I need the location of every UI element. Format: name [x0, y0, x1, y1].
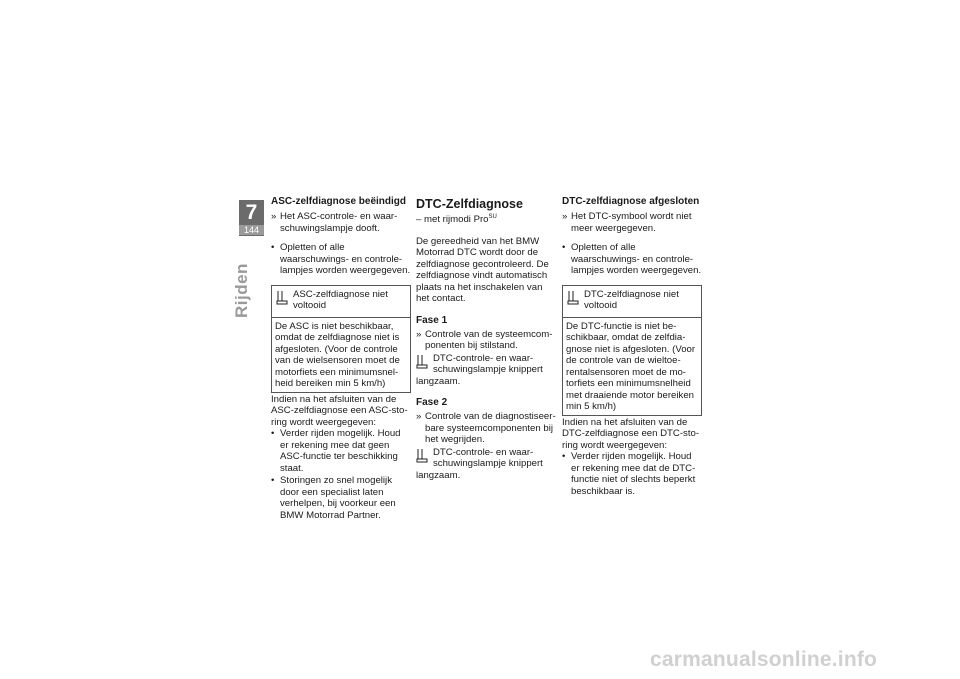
- dtc-done-step: » Het DTC-symbool wordt niet meer weergegeven.: [562, 211, 702, 234]
- column-asc: [271, 196, 411, 522]
- dtc-subtitle: – met rijmodi Pro$^{SU}$: [416, 214, 497, 226]
- chapter-label: Rijden: [232, 263, 251, 318]
- asc-heading: ASC-zelfdiagnose beëindigd: [271, 196, 407, 207]
- dtc-box-body: De DTC-functie is niet be-schikbaar, omdat de zelfdia-gnose niet is afgesloten. (Voor de controle van de wieltoe-rentalsensoren moet de mo-torfiets een minimumsnelheid met draaiende motor bereiken min 5 km/h): [566, 320, 696, 412]
- info-note-icon: [416, 353, 431, 376]
- phase2-note: DTC-controle- en waar-schuwingslampje knippert: [416, 447, 556, 470]
- phase2-heading: Fase 2: [416, 397, 448, 409]
- asc-warning-box: [271, 285, 411, 393]
- phase2-step: » Controle van de diagnostiseer-bare systeemcomponenten bij het wegrijden.: [416, 411, 556, 446]
- dtc-after-text: Indien na het afsluiten van de DTC-zelfdiagnose een DTC-sto-ring wordt weergegeven:: [562, 416, 700, 451]
- dtc-box-head: DTC-zelfdiagnose niet voltooid: [584, 288, 679, 311]
- asc-bullet-2: • Verder rijden mogelijk. Houd er rekening mee dat geen ASC-functie ter beschikking staat.: [271, 428, 411, 474]
- info-note-icon: [567, 289, 582, 312]
- phase1-tail: langzaam.: [416, 375, 461, 387]
- column-dtc: [416, 197, 556, 481]
- info-note-icon: [416, 447, 431, 470]
- asc-bullet: • Opletten of alle waarschuwings- en controle-lampjes worden weergegeven.: [271, 242, 411, 277]
- phase1-heading: Fase 1: [416, 314, 448, 326]
- asc-bullet-3: • Storingen zo snel mogelijk door een specialist laten verhelpen, bij voorkeur een BMW Motorrad Partner.: [271, 475, 411, 521]
- dtc-bullet-2: • Verder rijden mogelijk. Houd er rekening mee dat de DTC-functie niet of slechts beperkt beschikbaar is.: [562, 451, 702, 497]
- dtc-done-heading: DTC-zelfdiagnose afgesloten: [562, 196, 700, 207]
- chapter-marker: [239, 200, 264, 236]
- dtc-done-bullet: • Opletten of alle waarschuwings- en controle-lampjes worden weergegeven.: [562, 242, 702, 277]
- asc-box-body: De ASC is niet beschikbaar, omdat de zelfdiagnose niet is afgesloten. (Voor de controle van de wielsensoren moet de motorfiets een minimumsnel-heid bereiken min 5 km/h): [275, 320, 400, 389]
- phase1-note: DTC-controle- en waar-schuwingslampje knippert: [416, 353, 556, 376]
- phase1-step: » Controle van de systeemcom-ponenten bij stilstand.: [416, 329, 556, 352]
- asc-step: » Het ASC-controle- en waar-schuwingslampje dooft.: [271, 211, 411, 234]
- dtc-heading: DTC-Zelfdiagnose: [416, 197, 523, 211]
- dtc-warning-box: [562, 285, 702, 416]
- chapter-number: 7: [245, 201, 258, 224]
- page-number: 144: [239, 225, 264, 235]
- column-dtc-done: [562, 196, 702, 498]
- watermark: carmanualsonline.info: [650, 648, 878, 671]
- phase2-tail: langzaam.: [416, 469, 461, 481]
- asc-box-head: ASC-zelfdiagnose niet voltooid: [293, 288, 388, 311]
- dtc-intro: De gereedheid van het BMW Motorrad DTC wordt door de zelfdiagnose gecontroleerd. De zelfdiagnose vindt automatisch plaats na het inschakelen van het contact.: [416, 235, 549, 305]
- info-note-icon: [276, 289, 291, 312]
- asc-after-text: Indien na het afsluiten van de ASC-zelfdiagnose een ASC-sto-ring wordt weergegeven:: [271, 393, 408, 428]
